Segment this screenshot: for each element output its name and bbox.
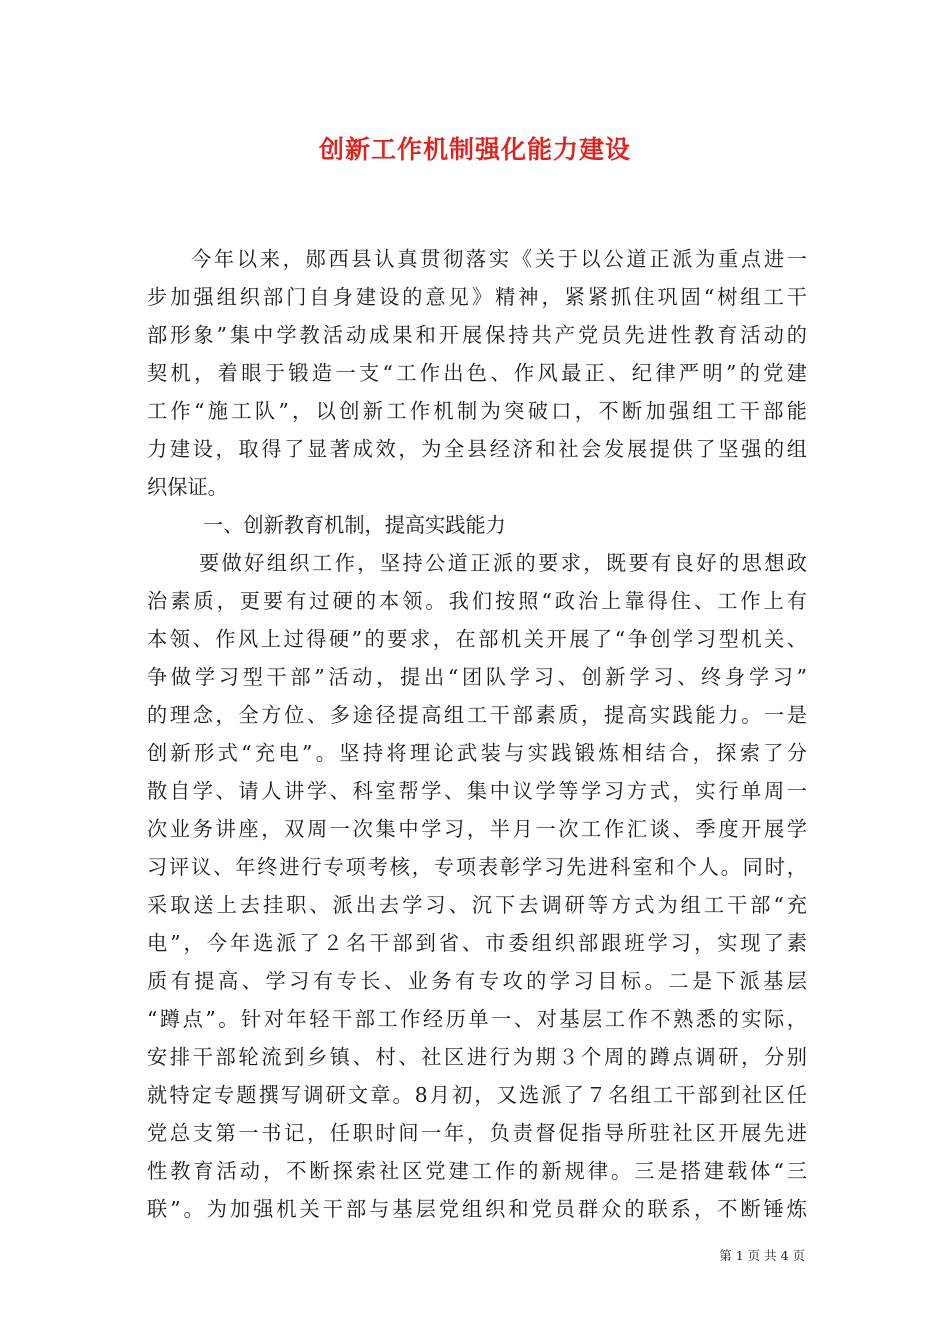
paragraph-line: 联”。为加强机关干部与基层党组织和党员群众的联系，不断锤炼 (147, 1197, 807, 1221)
paragraph-line: 部形象”集中学教活动成果和开展保持共产党员先进性教育活动的 (147, 323, 807, 347)
paragraph-line: 争做学习型干部”活动，提出“团队学习、创新学习、终身学习” (147, 665, 807, 689)
paragraph-line: 要做好组织工作，坚持公道正派的要求，既要有良好的思想政 (199, 551, 807, 575)
paragraph-line: 步加强组织部门自身建设的意见》精神，紧紧抓住巩固“树组工干 (147, 285, 807, 309)
section-heading: 一、创新教育机制，提高实践能力 (203, 513, 506, 537)
paragraph-line: 的理念，全方位、多途径提高组工干部素质，提高实践能力。一是 (147, 703, 807, 727)
paragraph-line: 性教育活动，不断探索社区党建工作的新规律。三是搭建载体“三 (147, 1159, 807, 1183)
paragraph-line: 今年以来，郧西县认真贯彻落实《关于以公道正派为重点进一 (191, 247, 807, 271)
page-number: 第 1 页 共 4 页 (719, 1248, 805, 1263)
paragraph-line: 习评议、年终进行专项考核，专项表彰学习先进科室和个人。同时， (147, 855, 807, 879)
paragraph-line: 工作“施工队”，以创新工作机制为突破口，不断加强组工干部能 (147, 399, 807, 423)
paragraph-line: 创新形式“充电”。坚持将理论武装与实践锻炼相结合，探索了分 (147, 741, 807, 765)
paragraph-line: 采取送上去挂职、派出去学习、沉下去调研等方式为组工干部“充 (147, 893, 807, 917)
paragraph-line: 契机，着眼于锻造一支“工作出色、作风最正、纪律严明”的党建 (147, 361, 807, 385)
paragraph-line: 织保证。 (147, 475, 228, 499)
paragraph-line: 质有提高、学习有专长、业务有专攻的学习目标。二是下派基层 (147, 969, 807, 993)
paragraph-line: 次业务讲座，双周一次集中学习，半月一次工作汇谈、季度开展学 (147, 817, 807, 841)
document-title: 创新工作机制强化能力建设 (318, 135, 631, 164)
paragraph-line: 散自学、请人讲学、科室帮学、集中议学等学习方式，实行单周一 (147, 779, 807, 803)
paragraph-line: “蹲点”。针对年轻干部工作经历单一、对基层工作不熟悉的实际， (147, 1007, 807, 1031)
paragraph-line: 本领、作风上过得硬”的要求，在部机关开展了“争创学习型机关、 (147, 627, 807, 651)
paragraph-line: 治素质，更要有过硬的本领。我们按照“政治上靠得住、工作上有 (147, 589, 807, 613)
paragraph-line: 安排干部轮流到乡镇、村、社区进行为期３个周的蹲点调研，分别 (147, 1045, 807, 1069)
document-body (147, 240, 807, 1228)
paragraph-line: 力建设，取得了显著成效，为全县经济和社会发展提供了坚强的组 (147, 437, 807, 461)
paragraph-line: 电”，今年选派了２名干部到省、市委组织部跟班学习，实现了素 (147, 931, 807, 955)
paragraph-line: 党总支第一书记，任职时间一年，负责督促指导所驻社区开展先进 (147, 1121, 807, 1145)
paragraph-line: 就特定专题撰写调研文章。8月初，又选派了７名组工干部到社区任 (147, 1083, 807, 1107)
